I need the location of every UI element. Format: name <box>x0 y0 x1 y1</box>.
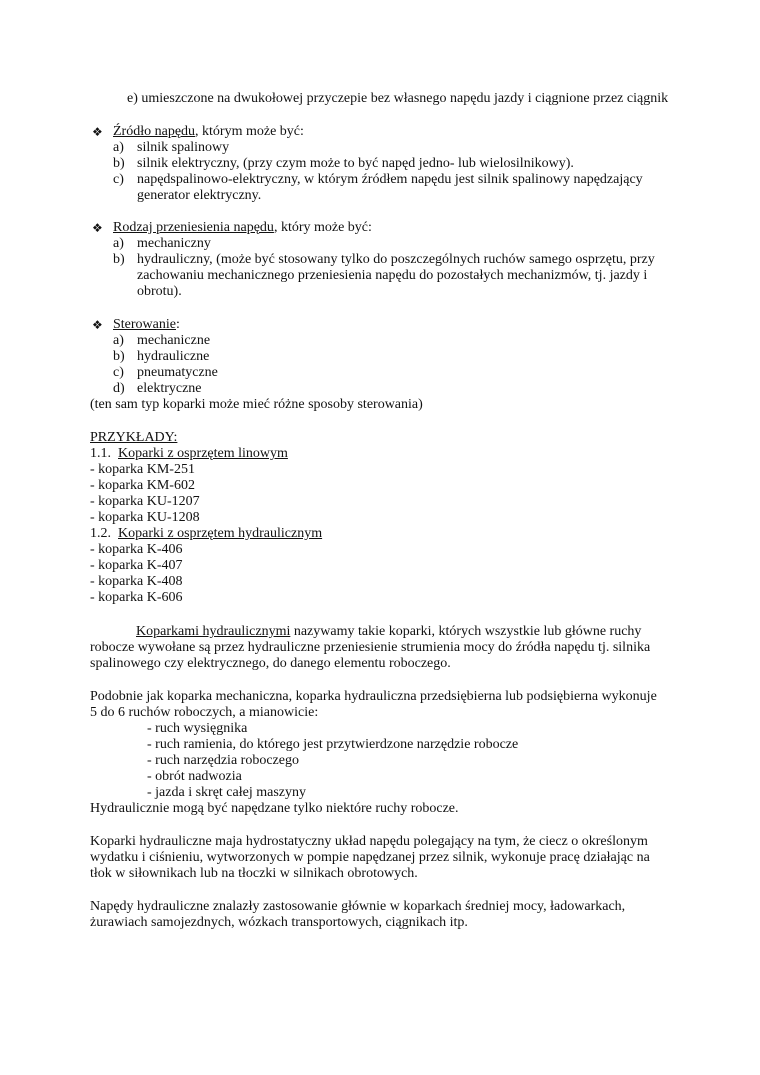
item-label: a) <box>113 236 124 251</box>
paragraph-text: nazywamy takie koparki, których wszystkie lub główne ruchy <box>290 624 642 639</box>
diamond-bullet-icon: ❖ <box>92 318 103 332</box>
list-item: - obrót nadwozia <box>147 769 242 784</box>
paragraph-line: żurawiach samojezdnych, wózkach transportowych, ciągnikach itp. <box>90 915 468 930</box>
list-item: - ruch wysięgnika <box>147 721 248 736</box>
paragraph-line: Napędy hydrauliczne znalazły zastosowanie głównie w koparkach średniej mocy, ładowarkach, <box>90 899 626 914</box>
paragraph-line: spalinowego czy elektrycznego, do danego elementu roboczego. <box>90 656 451 671</box>
list-item: - koparka K-408 <box>90 574 183 589</box>
list-item: mechaniczne <box>137 333 211 348</box>
list-item: hydrauliczne <box>137 349 210 364</box>
example-group-2 <box>90 526 322 542</box>
note-text: (ten sam typ koparki może mieć różne sposoby sterowania) <box>90 397 423 412</box>
diamond-bullet-icon: ❖ <box>92 221 103 235</box>
list-item: - koparka K-406 <box>90 542 183 557</box>
paragraph-line: wydatku i ciśnieniu, wytworzonych w pompie napędzanej przez silnik, wykonuje pracę działając na <box>90 850 650 865</box>
item-label: c) <box>113 365 124 380</box>
list-item: - koparka KM-602 <box>90 478 195 493</box>
group-title: Koparki z osprzętem linowym <box>118 446 288 461</box>
list-item-e: e) umieszczone na dwukołowej przyczepie bez własnego napędu jazdy i ciągnione przez ciągnik <box>127 91 669 106</box>
paragraph-line: Podobnie jak koparka mechaniczna, koparka hydrauliczna przedsiębierna lub podsiębierna wykonuje <box>90 689 657 704</box>
item-label: b) <box>113 156 125 171</box>
list-item-continuation: zachowaniu mechanicznego przeniesienia napędu do pozostałych mechanizmów, tj. jazdy i <box>137 268 648 283</box>
paragraph-line: robocze wywołane są przez hydrauliczne przeniesienie strumienia mocy do źródła napędu tj. silnika <box>90 640 651 655</box>
list-item-continuation: obrotu). <box>137 284 182 299</box>
item-label: a) <box>113 333 124 348</box>
list-item-continuation: generator elektryczny. <box>137 188 262 203</box>
list-item: - koparka K-606 <box>90 590 183 605</box>
diamond-bullet-icon: ❖ <box>92 125 103 139</box>
paragraph-line: Hydraulicznie mogą być napędzane tylko niektóre ruchy robocze. <box>90 801 459 816</box>
list-item: pneumatyczne <box>137 365 218 380</box>
paragraph-line: tłok w siłownikach lub na tłoczki w silnikach obrotowych. <box>90 866 418 881</box>
section-heading-sterowanie <box>113 317 180 333</box>
heading-text: Rodzaj przeniesienia napędu <box>113 220 274 235</box>
item-label: b) <box>113 252 125 267</box>
paragraph-line: Koparki hydrauliczne maja hydrostatyczny układ napędu polegający na tym, że ciecz o określonym <box>90 834 648 849</box>
defined-term: Koparkami hydraulicznymi <box>136 624 291 639</box>
paragraph-line: 5 do 6 ruchów roboczych, a mianowicie: <box>90 705 319 720</box>
example-group-1 <box>90 446 288 462</box>
list-item: - jazda i skręt całej maszyny <box>147 785 306 800</box>
list-item: silnik spalinowy <box>137 140 230 155</box>
item-label: b) <box>113 349 125 364</box>
item-label: d) <box>113 381 125 396</box>
group-number: 1.1. <box>90 446 111 461</box>
heading-text: Źródło napędu <box>113 124 196 139</box>
list-item: elektryczne <box>137 381 202 396</box>
item-label: a) <box>113 140 124 155</box>
group-title: Koparki z osprzętem hydraulicznym <box>118 526 323 541</box>
list-item: - koparka KU-1208 <box>90 510 200 525</box>
heading-text: Sterowanie <box>113 317 176 332</box>
examples-heading: PRZYKŁADY: <box>90 430 178 445</box>
list-item: hydrauliczny, (może być stosowany tylko do poszczególnych ruchów samego osprzętu, przy <box>137 252 655 267</box>
section-heading-zrodlo <box>113 124 304 140</box>
list-item: - koparka KU-1207 <box>90 494 200 509</box>
list-item: silnik elektryczny, (przy czym może to być napęd jedno- lub wielosilnikowy). <box>137 156 574 171</box>
item-label: c) <box>113 172 124 187</box>
paragraph-line <box>136 624 641 640</box>
section-heading-rodzaj <box>113 220 372 236</box>
heading-suffix: , którym może być: <box>195 124 304 139</box>
list-item: - ruch ramienia, do którego jest przytwierdzone narzędzie robocze <box>147 737 519 752</box>
list-item: napędspalinowo-elektryczny, w którym źródłem napędu jest silnik spalinowy napędzający <box>137 172 643 187</box>
heading-suffix: , który może być: <box>273 220 372 235</box>
group-number: 1.2. <box>90 526 111 541</box>
heading-suffix: : <box>175 317 180 332</box>
list-item: mechaniczny <box>137 236 211 251</box>
list-item: - koparka K-407 <box>90 558 183 573</box>
list-item: - koparka KM-251 <box>90 462 195 477</box>
list-item: - ruch narzędzia roboczego <box>147 753 299 768</box>
